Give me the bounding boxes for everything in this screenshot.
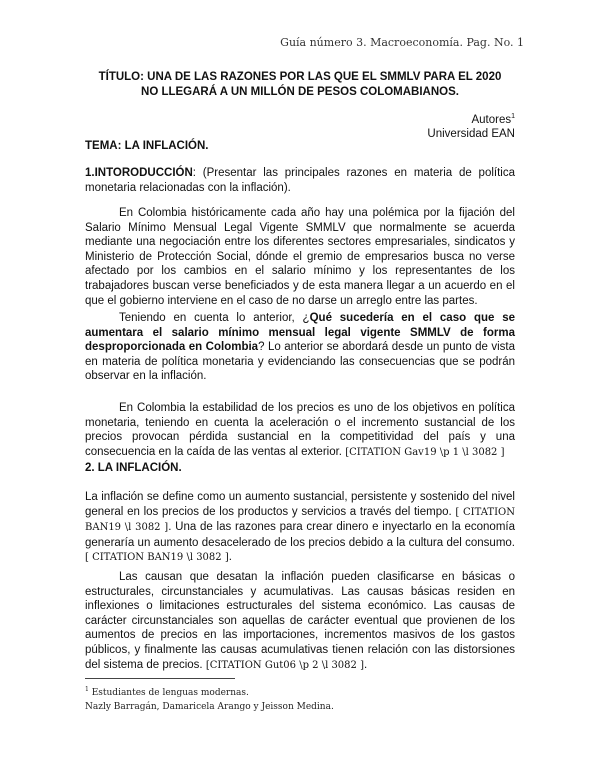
- citation-ban19-2: [ CITATION BAN19 \l 3082 ]: [85, 552, 229, 564]
- research-question: Qué sucedería en el caso que se aumentara el salario mínimo mensual legal vigente SMMLV de forma desproporcionada en Colombia: [85, 312, 515, 354]
- authors-block: [427, 110, 515, 141]
- s2p2-end: .: [363, 658, 368, 671]
- s2p2-text: Las causan que desatan la inflación pueden clasificarse en básicas o estructurales, circunstanciales y acumulativas. Las causas básicas residen en inflexiones o limitaciones estructurales del sistema económico. Las causas de carácter circunstanciales son aquellas de carácter eventual que provienen de los aumentos de precios en las importaciones, incrementos masivos de los gastos públicos, y finalmente las causas acumulativas tienen relación con las distorsiones del sistema de precios.: [85, 571, 515, 671]
- footnote: [85, 683, 515, 714]
- paragraph-2-start: Teniendo en cuenta lo anterior, ¿: [119, 312, 310, 324]
- paragraph-2-end: ? Lo anterior se abordará desde un punto de vista en materia de política monetaria y evidenciando las consecuencias que se podrán observar en la inflación.: [85, 341, 515, 383]
- intro-heading: 1.INTORODUCCIÓN: [85, 167, 193, 179]
- section-2-heading: 2. LA INFLACIÓN.: [85, 462, 182, 474]
- topic-heading: TEMA: LA INFLACIÓN.: [85, 140, 209, 152]
- title-line-2: NO LLEGARÁ A UN MILLÓN DE PESOS COLOMABIANOS.: [141, 86, 459, 98]
- s2p1-text-b: . Una de las razones para crear dinero e inyectarlo en la economía generaría un aumento desacelerado de los precios debido a la cultura del consumo.: [85, 521, 515, 549]
- citation-gut06: [CITATION Gut06 \p 2 \l 3082 ]: [205, 659, 364, 671]
- footnote-line-2: Nazly Barragán, Damaricela Arango y Jeisson Medina.: [85, 702, 334, 712]
- title-line-1: TÍTULO: UNA DE LAS RAZONES POR LAS QUE EL SMMLV PARA EL 2020: [98, 71, 502, 83]
- s2p1-text-a: La inflación se define como un aumento sustancial, persistente y sostenido del nivel general en los precios de los productos y servicios a través del tiempo.: [85, 491, 515, 518]
- citation-ban19-1: [ CITATION BAN19 \l 3082 ]: [85, 506, 515, 534]
- authors-footnote-mark: 1: [511, 113, 515, 120]
- footnote-divider: [85, 678, 235, 679]
- paragraph-2: [85, 311, 515, 384]
- footnote-text-1: Estudiantes de lenguas modernas.: [91, 688, 249, 698]
- paragraph-3: [85, 401, 515, 460]
- footnote-line-1: [85, 683, 515, 700]
- institution: Universidad EAN: [427, 127, 515, 140]
- document-title: [85, 70, 515, 100]
- paragraph-3-text: En Colombia la estabilidad de los precios es uno de los objetivos en política monetaria, teniendo en cuenta la aceleración o el incremento sustancial de los precios provocan pérdida sustancial en la competitividad del país y una consecuencia en la caída de las ventas al exterior.: [85, 402, 515, 458]
- authors-label: Autores: [471, 113, 512, 126]
- authors-label-line: [427, 110, 515, 127]
- section-2-paragraph-2: [85, 570, 515, 673]
- s2p1-text-c: .: [228, 551, 232, 564]
- intro-paragraph: [85, 166, 515, 195]
- section-2-paragraph-1: [85, 490, 515, 566]
- paragraph-1: En Colombia históricamente cada año hay una polémica por la fijación del Salario Mínimo Mensual Legal Vigente SMMLV que normalmente se acuerda mediante una negociación entre los diferentes sectores empresariales, sindicatos y Ministerio de Protección Social, dónde el gremio de empresarios busca no verse afectado por los cambios en el salario mínimo y los representantes de los trabajadores buscan verse beneficiados y de esta manera llegar a un acuerdo en el que el gobierno interviene en el caso de no darse un arreglo entre las partes.: [85, 207, 515, 307]
- citation-gav19: [CITATION Gav19 \p 1 \l 3082 ]: [345, 446, 505, 458]
- footnote-mark: 1: [85, 686, 89, 693]
- intro-text: : (Presentar las principales razones en materia de política monetaria relacionadas con la inflación).: [85, 167, 515, 194]
- running-header: Guía número 3. Macroeconomía. Pag. No. 1: [280, 36, 524, 49]
